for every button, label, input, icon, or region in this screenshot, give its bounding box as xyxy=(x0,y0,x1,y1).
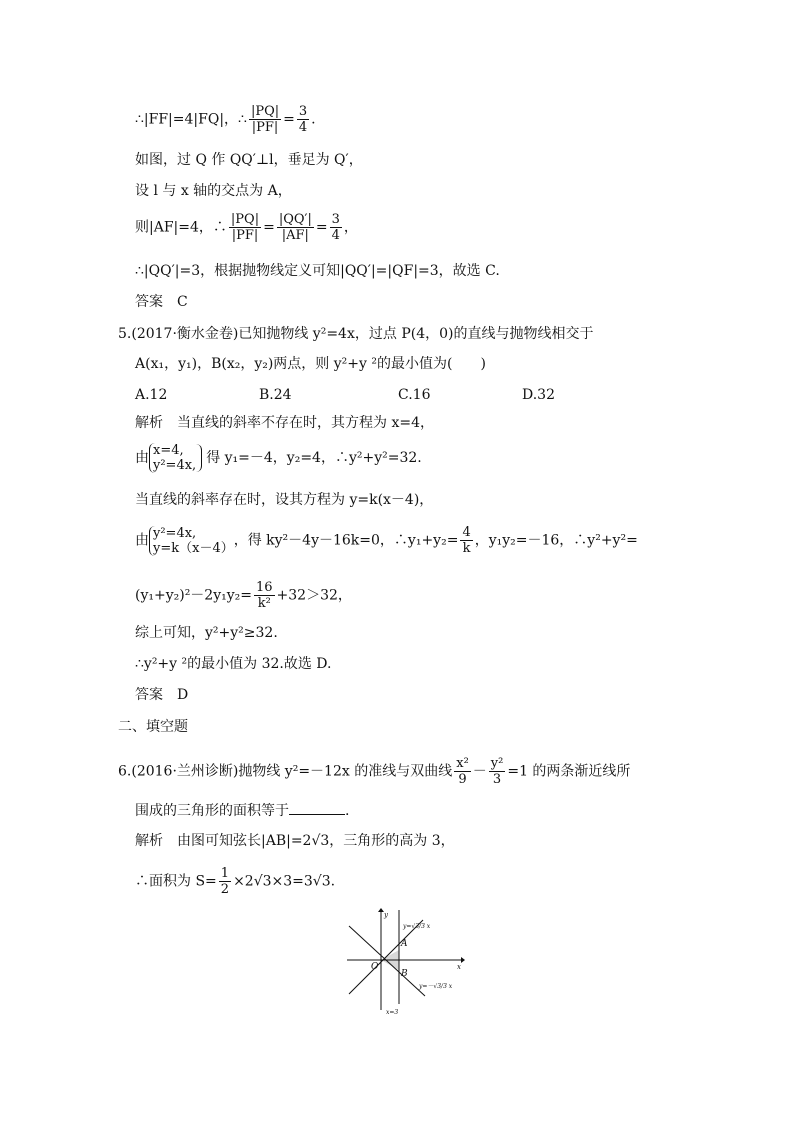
solution-6-line-1: 解析 由图可知弦长|AB|=2√3，三角形的高为 3， xyxy=(135,833,455,849)
solution-5-line-6: 综上可知，y²+y²≥32. xyxy=(135,625,278,641)
fraction-3-4-b: $\frac{3}{4}$ xyxy=(331,212,340,243)
line-ratio-pq-pf: ∴|FF|=4|FQ|，∴ $\frac{|PQ|}{|PF|}$ = $\frac{3}{4}$ . xyxy=(135,104,316,135)
asymptote-positive xyxy=(349,920,423,994)
fraction-3-4: $\frac{3}{4}$ xyxy=(298,104,308,135)
option-b: B.24 xyxy=(259,387,292,403)
line-conclusion-c: ∴|QQ′|=3，根据抛物线定义可知|QQ′|=|QF|=3，故选 C. xyxy=(135,263,500,279)
fraction-16-k2: $\frac{16}{\text{k²}}$ xyxy=(256,580,273,611)
fraction-y2-3: $\frac{\text{y²}}{3}$ xyxy=(490,756,504,787)
brace-icon xyxy=(196,444,202,472)
label-a: A xyxy=(401,939,408,949)
label-o: O xyxy=(371,962,379,972)
question-5-line-2: A(x₁，y₁)，B(x₂，y₂)两点，则 y²+y ²的最小值为( ) xyxy=(135,356,486,372)
question-6-line-2: 围成的三角形的面积等于 . xyxy=(135,800,349,821)
fraction-4-k: $\frac{4}{k}$ xyxy=(462,525,471,556)
solution-5-line-3: 当直线的斜率存在时，设其方程为 y=k(x－4)， xyxy=(135,492,434,508)
option-c: C.16 xyxy=(398,387,431,403)
solution-6-line-2: ∴面积为 S= $\frac{1}{2}$ ×2√3×3=3√3. xyxy=(135,866,336,897)
solution-5-system-2: 由 y²=4x, y=k（x－4） ，得 ky²－4y－16k=0，∴y₁+y₂= $\frac{4}{k}$ ，y₁y₂=－16，∴y²+y²= xyxy=(135,525,638,556)
solution-5-system-1: 由 x=4, y²=4x, 得 y₁=－4，y₂=4，∴y²+y²=32. xyxy=(135,443,422,473)
solution-5-line-1: 解析 当直线的斜率不存在时，其方程为 x=4， xyxy=(135,415,434,431)
label-vline: x=3 xyxy=(386,1009,399,1016)
label-down-asymptote: y=－√3/3 x xyxy=(419,983,453,990)
solution-5-line-5: (y₁+y₂)²－2y₁y₂= $\frac{16}{\text{k²}}$ +32＞32， xyxy=(135,580,352,611)
equation-system-1: x=4, y²=4x, xyxy=(149,443,196,473)
option-a: A.12 xyxy=(135,387,168,403)
answer-c: 答案 C xyxy=(135,294,188,310)
question-6-line-1: 6.(2016·兰州诊断)抛物线 y²=－12x 的准线与双曲线 $\frac{\text{x²}}{9}$ － $\frac{\text{y²}}{3}$ =1 的两条渐近线所 xyxy=(118,756,631,787)
section-heading-fill-in: 二、填空题 xyxy=(118,719,188,735)
asymptote-negative xyxy=(349,926,425,996)
label-b: B xyxy=(401,969,408,979)
answer-d: 答案 D xyxy=(135,687,189,703)
question-5-line-1: 5.(2017·衡水金卷)已知抛物线 y²=4x，过点 P(4，0)的直线与抛物线相交于 xyxy=(118,326,594,342)
line-ratio-qq-af: 则|AF|=4，∴ $\frac{|PQ|}{|PF|}$ = $\frac{|QQ'|}{|AF|}$ = $\frac{3}{4}$ ， xyxy=(135,212,358,243)
asymptote-diagram xyxy=(345,906,465,1016)
equation-system-2: y²=4x, y=k（x－4） xyxy=(149,526,234,556)
line-perpendicular: 如图，过 Q 作 QQ′⊥l，垂足为 Q′， xyxy=(135,152,363,168)
label-x: x xyxy=(457,963,461,971)
fraction-x2-9: $\frac{\text{x²}}{9}$ xyxy=(456,756,469,787)
fraction-1-2: $\frac{1}{2}$ xyxy=(220,866,230,897)
answer-blank xyxy=(289,800,345,815)
label-y: y xyxy=(384,911,388,919)
x-axis-arrow-icon xyxy=(461,957,465,963)
line-intersection-a: 设 l 与 x 轴的交点为 A， xyxy=(135,183,292,199)
fraction-pq-pf: $\frac{|PQ|}{|PF|}$ xyxy=(250,104,280,135)
fraction-qq-af: $\frac{|QQ'|}{|AF|}$ xyxy=(278,212,312,243)
option-d: D.32 xyxy=(522,387,555,403)
solution-5-line-7: ∴y²+y ²的最小值为 32.故选 D. xyxy=(135,656,332,672)
fraction-pq-pf-2: $\frac{|PQ|}{|PF|}$ xyxy=(230,212,260,243)
label-up-asymptote: y=√3/3 x xyxy=(403,923,431,930)
